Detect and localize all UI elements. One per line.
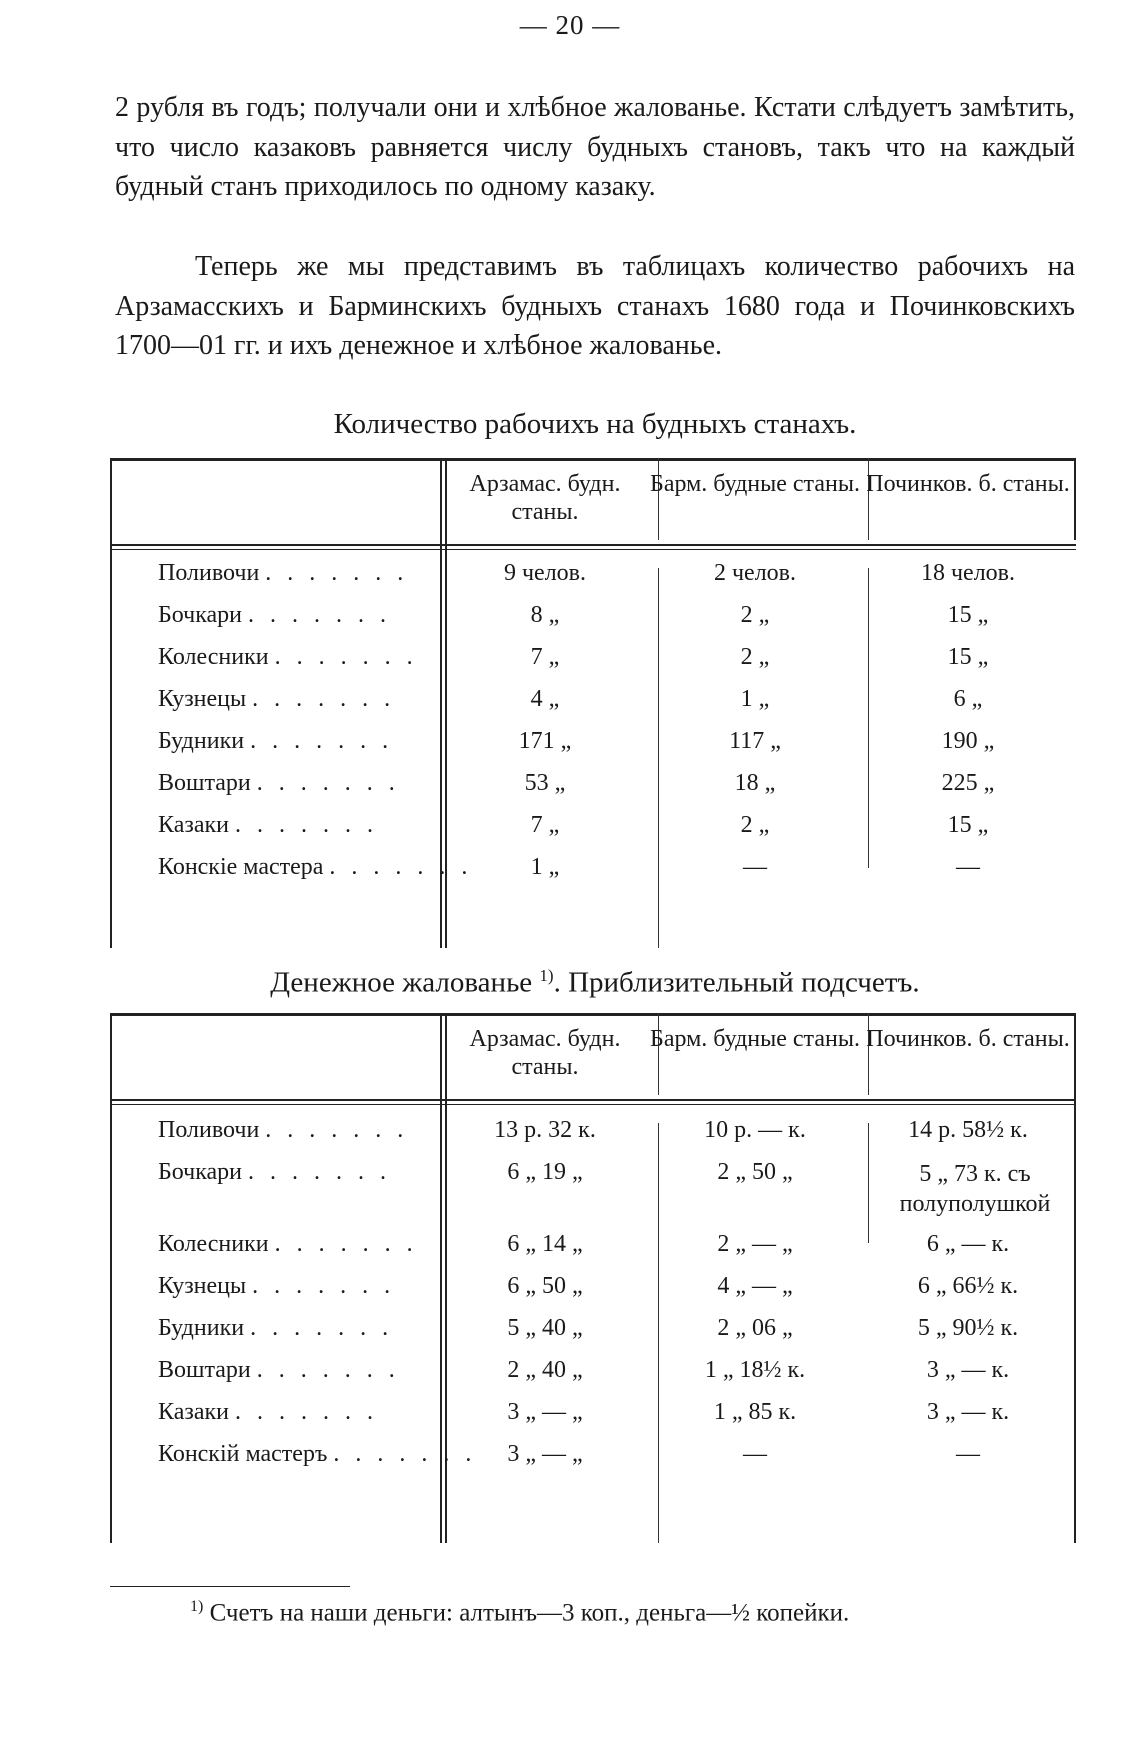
cell-a: 6 „ 50 „ xyxy=(507,1273,583,1299)
cell-c: 15 „ xyxy=(947,644,989,670)
footnote xyxy=(190,1598,849,1627)
table2-caption-rest: . Приблизительный подсчетъ. xyxy=(553,966,920,999)
row-label xyxy=(158,1441,477,1468)
leader-dots: . . . . . . . xyxy=(274,644,418,670)
header-pochinkov: Починков. б. станы. xyxy=(866,471,1070,497)
table-row xyxy=(110,602,1076,648)
row-label-text: Воштари xyxy=(158,770,251,796)
table-row xyxy=(110,1399,1076,1445)
cell-b: 2 челов. xyxy=(713,560,797,586)
cell-b: — xyxy=(743,1441,767,1467)
cell-a: 3 „ — „ xyxy=(507,1441,583,1467)
row-label-text: Бочкари xyxy=(158,602,243,628)
cell-b: 2 „ xyxy=(740,602,770,628)
cell-a: 171 „ xyxy=(518,728,572,754)
leader-dots: . . . . . . . xyxy=(248,1159,392,1185)
cell-b: 2 „ xyxy=(740,644,770,670)
row-label-text: Конскіе мастера xyxy=(158,854,324,880)
table2-caption-text: Денежное жалованье xyxy=(270,966,533,999)
cell-b: 4 „ — „ xyxy=(717,1273,793,1299)
leader-dots: . . . . . . . xyxy=(250,728,394,754)
table-row xyxy=(110,686,1076,732)
header-arzamas: Арзамас. будн. станы. xyxy=(469,1026,621,1080)
leader-dots: . . . . . . . xyxy=(274,1231,418,1257)
row-label xyxy=(158,1117,443,1144)
cell-c: 15 „ xyxy=(947,602,989,628)
table-top-rule xyxy=(110,1013,1076,1016)
row-label xyxy=(158,728,443,755)
cell-a: 4 „ xyxy=(530,686,560,712)
row-label xyxy=(158,1357,443,1384)
leader-dots: . . . . . . . xyxy=(252,1273,396,1299)
cell-a: 7 „ xyxy=(530,812,560,838)
row-label-text: Колесники xyxy=(158,1231,269,1257)
footnote-rule xyxy=(110,1586,350,1587)
cell-c: 3 „ — к. xyxy=(926,1357,1010,1383)
row-label xyxy=(158,770,443,797)
leader-dots: . . . . . . . xyxy=(265,1117,409,1143)
row-label-text: Колесники xyxy=(158,644,269,670)
table-row xyxy=(110,1159,1076,1217)
footnote-text: Счетъ на наши деньги: алтынъ—3 коп., деньга—½ копейки. xyxy=(203,1599,850,1627)
leader-dots: . . . . . . . xyxy=(256,770,400,796)
cell-a: 2 „ 40 „ xyxy=(507,1357,583,1383)
row-label-text: Поливочи xyxy=(158,1117,260,1143)
leader-dots: . . . . . . . xyxy=(265,560,409,586)
row-label xyxy=(158,1399,443,1426)
row-label xyxy=(158,1273,443,1300)
table-row xyxy=(110,854,1076,900)
row-label xyxy=(158,854,473,881)
table1-caption: Количество рабочихъ на будныхъ станахъ. xyxy=(333,408,857,440)
cell-c: 5 „ 90½ к. xyxy=(917,1315,1019,1341)
header-arzamas: Арзамас. будн. станы. xyxy=(469,471,621,525)
cell-b: — xyxy=(743,854,767,880)
cell-a: 53 „ xyxy=(524,770,566,796)
row-label-text: Кузнецы xyxy=(158,1273,247,1299)
cell-c: 18 челов. xyxy=(920,560,1016,586)
cell-b: 1 „ 85 к. xyxy=(713,1399,797,1425)
row-label xyxy=(158,812,443,839)
cell-a: 1 „ xyxy=(530,854,560,880)
row-label-text: Кузнецы xyxy=(158,686,247,712)
row-label-text: Казаки xyxy=(158,1399,229,1425)
table-row xyxy=(110,560,1076,606)
header-pochinkov: Починков. б. станы. xyxy=(866,1026,1070,1052)
leader-dots: . . . . . . . xyxy=(256,1357,400,1383)
row-label-text: Будники xyxy=(158,1315,245,1341)
table-row xyxy=(110,1315,1076,1361)
row-label-text: Конскій мастеръ xyxy=(158,1441,328,1467)
cell-b: 2 „ 50 „ xyxy=(717,1159,793,1185)
leader-dots: . . . . . . . xyxy=(329,854,473,880)
row-label xyxy=(158,1315,443,1342)
page-number: — 20 — xyxy=(519,10,621,40)
table-row xyxy=(110,1357,1076,1403)
cell-c: 225 „ xyxy=(941,770,995,796)
table-row xyxy=(110,770,1076,816)
cell-b: 1 „ xyxy=(740,686,770,712)
header-barm: Барм. будные станы. xyxy=(650,471,860,497)
cell-c: 6 „ xyxy=(953,686,983,712)
table-row xyxy=(110,1117,1076,1163)
row-label xyxy=(158,644,443,671)
leader-dots: . . . . . . . xyxy=(252,686,396,712)
leader-dots: . . . . . . . xyxy=(333,1441,477,1467)
footnote-ref: 1) xyxy=(539,966,554,985)
row-label xyxy=(158,686,443,713)
table-row xyxy=(110,728,1076,774)
cell-c: 6 „ 66½ к. xyxy=(917,1273,1019,1299)
leader-dots: . . . . . . . xyxy=(234,812,378,838)
cell-a: 3 „ — „ xyxy=(507,1399,583,1425)
leader-dots: . . . . . . . xyxy=(248,602,392,628)
table2-caption xyxy=(110,966,1080,1000)
row-label-text: Будники xyxy=(158,728,245,754)
row-label xyxy=(158,602,443,629)
header-barm: Барм. будные станы. xyxy=(650,1026,860,1052)
cell-a: 5 „ 40 „ xyxy=(507,1315,583,1341)
leader-dots: . . . . . . . xyxy=(234,1399,378,1425)
table-row xyxy=(110,1231,1076,1277)
footnote-marker: 1) xyxy=(190,1598,204,1615)
table-row xyxy=(110,1441,1076,1487)
cell-c: 14 р. 58½ к. xyxy=(908,1117,1028,1143)
cell-b: 2 „ xyxy=(740,812,770,838)
wages-table xyxy=(110,1013,1076,1543)
leader-dots: . . . . . . . xyxy=(250,1315,394,1341)
cell-c: 5 „ 73 к. съ полуполушкой xyxy=(899,1161,1051,1217)
row-label xyxy=(158,1159,443,1186)
cell-b: 10 р. — к. xyxy=(704,1117,806,1143)
cell-b: 18 „ xyxy=(734,770,776,796)
row-label xyxy=(158,1231,443,1258)
cell-c: 6 „ — к. xyxy=(926,1231,1010,1257)
paragraph-2: Теперь же мы представимъ въ таблицахъ количество рабочихъ на Арзамасскихъ и Барминскихъ будныхъ станахъ 1680 года и Починковскихъ 1700—01 гг. и ихъ денежное и хлѣбное жалованье. xyxy=(115,251,1075,361)
row-label-text: Поливочи xyxy=(158,560,260,586)
row-label-text: Бочкари xyxy=(158,1159,243,1185)
row-label-text: Воштари xyxy=(158,1357,251,1383)
table-row xyxy=(110,812,1076,858)
cell-a: 7 „ xyxy=(530,644,560,670)
cell-a: 6 „ 19 „ xyxy=(507,1159,583,1185)
workers-table xyxy=(110,458,1076,948)
cell-c: — xyxy=(956,1441,980,1467)
row-label xyxy=(158,560,443,587)
cell-b: 117 „ xyxy=(729,728,781,754)
cell-b: 2 „ — „ xyxy=(717,1231,793,1257)
cell-b: 2 „ 06 „ xyxy=(717,1315,793,1341)
header-rule xyxy=(110,544,1076,550)
row-label-text: Казаки xyxy=(158,812,229,838)
header-rule xyxy=(110,1099,1076,1105)
cell-c: 15 „ xyxy=(947,812,989,838)
cell-c: 3 „ — к. xyxy=(926,1399,1010,1425)
cell-c: 190 „ xyxy=(941,728,995,754)
paragraph-1: 2 рубля въ годъ; получали они и хлѣбное жалованье. Кстати слѣдуетъ замѣтить, что число казаковъ равняется числу будныхъ становъ, такъ что на каждый будный станъ приходилось по одному казаку. xyxy=(115,92,1075,202)
cell-a: 6 „ 14 „ xyxy=(507,1231,583,1257)
cell-b: 1 „ 18½ к. xyxy=(704,1357,806,1383)
cell-a: 8 „ xyxy=(530,602,560,628)
cell-a: 9 челов. xyxy=(503,560,587,586)
cell-a: 13 р. 32 к. xyxy=(494,1117,596,1143)
table-top-rule xyxy=(110,458,1076,461)
cell-c: — xyxy=(956,854,980,880)
table-row xyxy=(110,1273,1076,1319)
table-row xyxy=(110,644,1076,690)
